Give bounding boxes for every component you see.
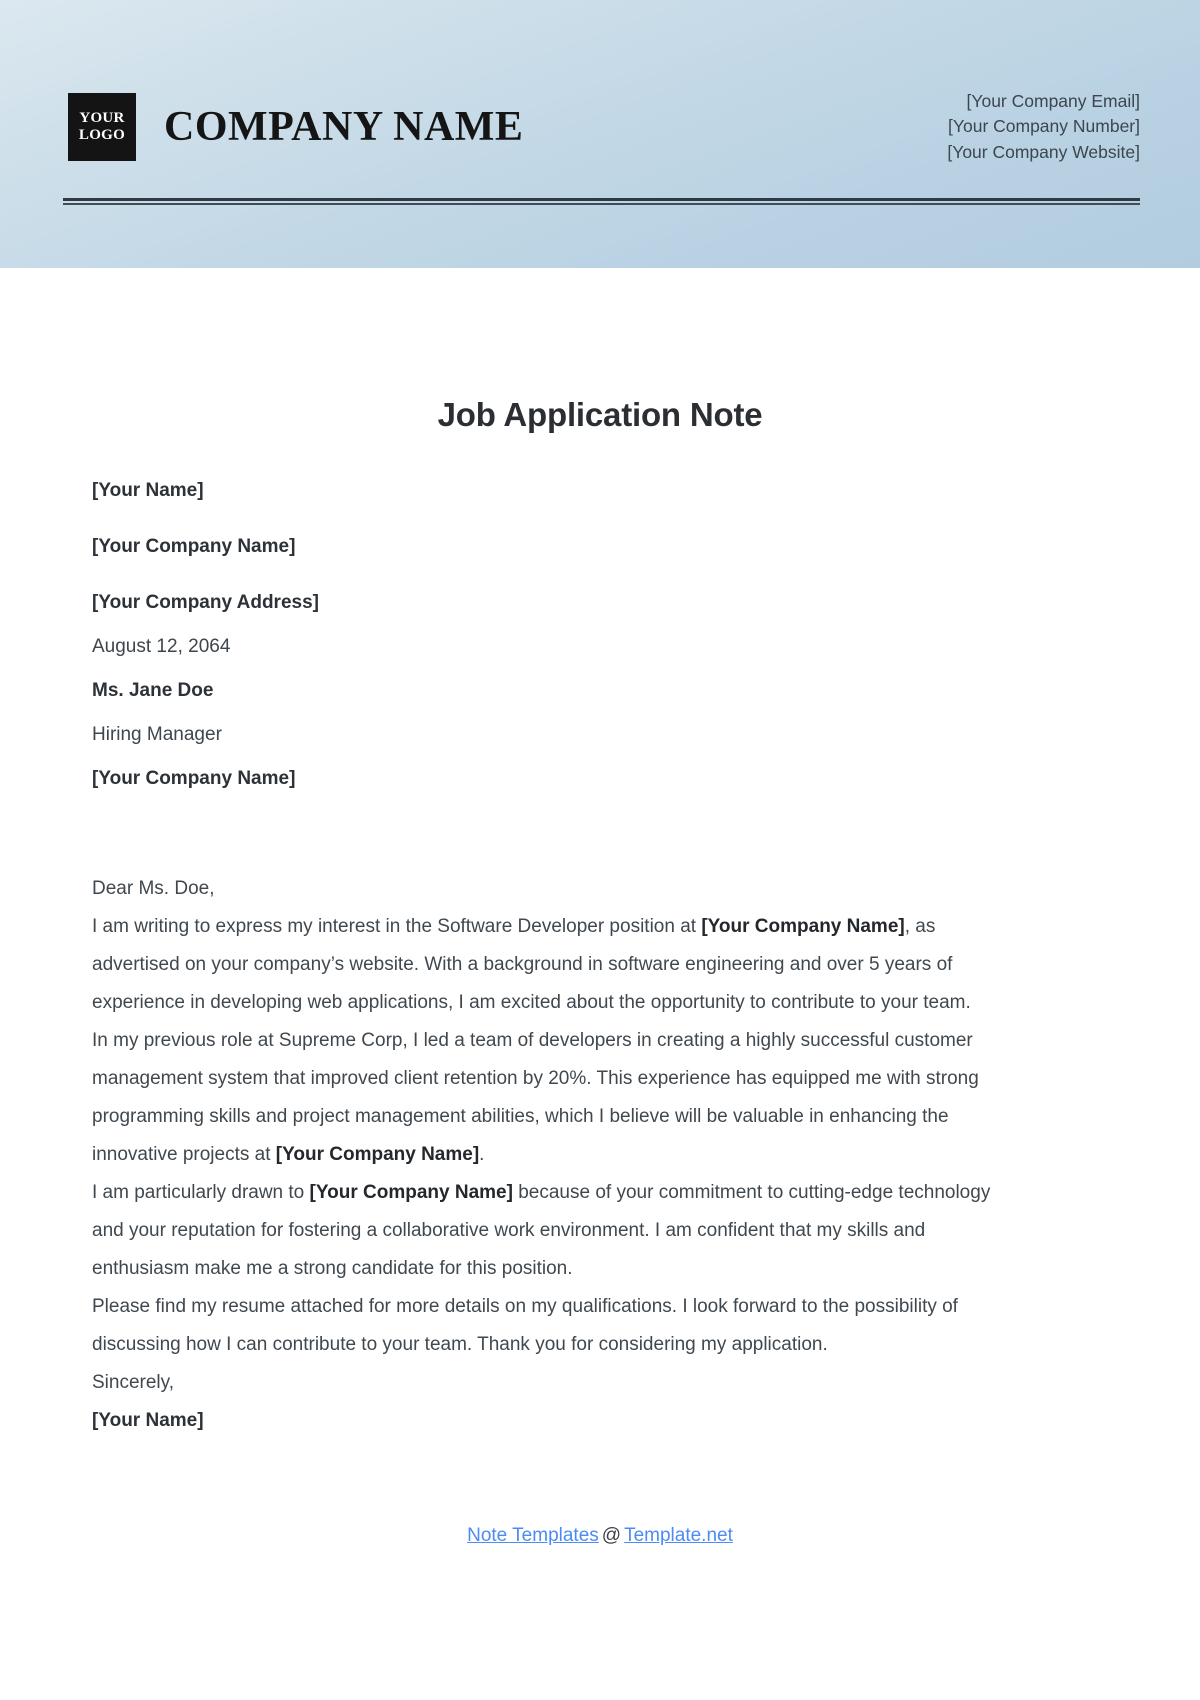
recipient-job-title: Hiring Manager	[92, 724, 222, 745]
logo-text-line-1: YOUR	[79, 110, 125, 127]
footer-separator: @	[601, 1525, 622, 1546]
spacer	[0, 788, 1200, 870]
logo-text-line-2: LOGO	[78, 127, 126, 143]
footer-credit	[0, 1525, 1200, 1547]
letterhead-divider	[63, 198, 1140, 205]
paragraph-3-text-end: because of your commitment to cutting-edge technology and your reputation for fostering a collaborative work environment. I am confident that my skills and enthusiasm make me a strong candidate for this position.	[92, 1182, 991, 1279]
address-block	[0, 434, 1200, 788]
page-title: Job Application Note	[437, 396, 763, 433]
company-email[interactable]: [Your Company Email]	[966, 91, 1140, 112]
recipient-company: [Your Company Name]	[92, 768, 296, 789]
spacer	[92, 656, 1200, 681]
paragraph-3-company-placeholder: [Your Company Name]	[309, 1182, 513, 1203]
sender-name: [Your Name]	[92, 480, 204, 501]
sender-company: [Your Company Name]	[92, 536, 296, 557]
body-paragraph-4: Please find my resume attached for more details on my qualifications. I look forward to the possibility of discussing how I can contribute to your team. Thank you for considering my application.	[92, 1296, 958, 1355]
spacer	[92, 700, 1200, 725]
signature-name: [Your Name]	[92, 1410, 204, 1431]
company-website[interactable]: [Your Company Website]	[947, 141, 1140, 162]
paragraph-1-text-end: , as advertised on your company’s website. With a background in software engineering and over 5 years of experience in developing web applications, I am excited about the opportunity to contribute to your team.	[92, 916, 971, 1013]
company-phone-number[interactable]: [Your Company Number]	[948, 116, 1140, 137]
letter-date: August 12, 2064	[92, 636, 231, 657]
company-contact-block	[947, 89, 1140, 165]
paragraph-1-company-placeholder: [Your Company Name]	[701, 916, 905, 937]
letterhead-row	[0, 82, 1200, 172]
spacer	[92, 612, 1200, 637]
body-paragraph-3	[92, 1174, 1022, 1288]
spacer	[92, 500, 1200, 537]
letterhead-header	[0, 0, 1200, 268]
sender-address: [Your Company Address]	[92, 592, 319, 613]
body-paragraph-2	[92, 1022, 1022, 1174]
template-net-link[interactable]: Template.net	[624, 1525, 733, 1546]
body-paragraph-1	[92, 908, 1022, 1022]
recipient-name: Ms. Jane Doe	[92, 680, 214, 701]
salutation: Dear Ms. Doe,	[92, 878, 215, 899]
paragraph-1-text-start: I am writing to express my interest in the Software Developer position at	[92, 916, 702, 937]
company-logo[interactable]	[68, 93, 136, 161]
letter-body	[0, 870, 1022, 1440]
spacer	[92, 744, 1200, 769]
paragraph-3-text-start: I am particularly drawn to	[92, 1182, 310, 1203]
company-name: COMPANY NAME	[164, 104, 524, 150]
paragraph-2-text-end: .	[479, 1144, 485, 1165]
paragraph-2-company-placeholder: [Your Company Name]	[275, 1144, 480, 1165]
paragraph-2-text-start: In my previous role at Supreme Corp, I led a team of developers in creating a highly successful customer management system that improved client retention by 20%. This experience has equipped me with strong programming skills and project management abilities, which I believe will be valuable in enhancing the innovative projects at	[92, 1030, 979, 1165]
divider-thin-rule	[63, 203, 1140, 205]
spacer	[92, 556, 1200, 593]
document-body	[0, 268, 1200, 1440]
spacer	[92, 434, 1200, 481]
closing-line: Sincerely,	[92, 1372, 175, 1393]
note-templates-link[interactable]: Note Templates	[467, 1525, 599, 1546]
